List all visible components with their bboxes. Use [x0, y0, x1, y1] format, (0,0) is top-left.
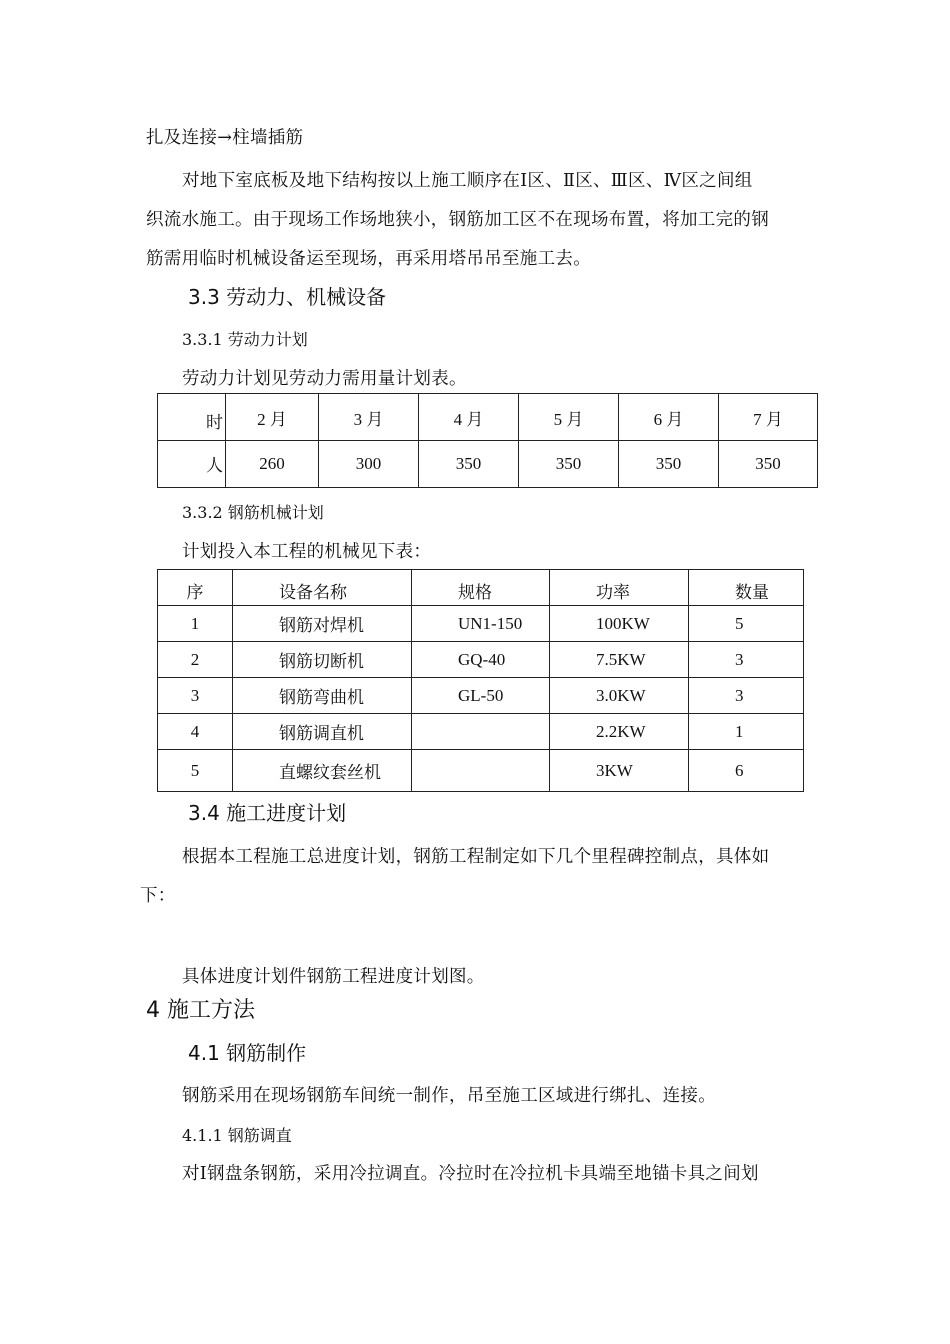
- section-heading-3-3: 3.3 劳动力、机械设备: [188, 285, 387, 309]
- table-cell: 3KW: [550, 750, 689, 792]
- table-cell: GL-50: [412, 678, 550, 714]
- section-heading-4-1: 4.1 钢筋制作: [188, 1041, 307, 1065]
- table-cell: 5: [158, 750, 233, 792]
- table-cell: 钢筋调直机: [233, 714, 412, 750]
- schedule-reference: 具体进度计划件钢筋工程进度计划图。: [182, 967, 485, 987]
- count-cell: 350: [519, 441, 619, 488]
- col-header: 数量: [689, 570, 804, 606]
- count-cell: 350: [419, 441, 519, 488]
- table-cell: 钢筋弯曲机: [233, 678, 412, 714]
- table-cell: [412, 750, 550, 792]
- labor-month-row: [158, 394, 818, 441]
- paragraph-line: 对Ⅰ钢盘条钢筋，采用冷拉调直。冷拉时在冷拉机卡具端至地锚卡具之间划: [182, 1164, 759, 1184]
- count-cell: 350: [719, 441, 818, 488]
- table-cell: 1: [158, 606, 233, 642]
- month-cell: 3 月: [319, 394, 419, 441]
- table-cell: 3: [689, 642, 804, 678]
- table-row: [158, 642, 804, 678]
- subsection-heading-4-1-1: 4.1.1 钢筋调直: [182, 1126, 292, 1145]
- table-row: [158, 714, 804, 750]
- row-header-people: 人: [158, 441, 226, 488]
- table-cell: 3: [158, 678, 233, 714]
- month-cell: 2 月: [226, 394, 319, 441]
- paragraph-line: 对地下室底板及地下结构按以上施工顺序在Ⅰ区、Ⅱ区、Ⅲ区、Ⅳ区之间组: [182, 171, 753, 191]
- table-cell: 5: [689, 606, 804, 642]
- chapter-heading-4: 4 施工方法: [146, 998, 255, 1023]
- labor-plan-table: [157, 393, 818, 488]
- table-cell: 3.0KW: [550, 678, 689, 714]
- intro-line: 扎及连接→柱墙插筋: [146, 128, 304, 148]
- paragraph-line: 钢筋采用在现场钢筋车间统一制作，吊至施工区域进行绑扎、连接。: [182, 1086, 716, 1106]
- table-cell: 钢筋对焊机: [233, 606, 412, 642]
- table-cell: 2: [158, 642, 233, 678]
- table-cell: 6: [689, 750, 804, 792]
- table-row: [158, 750, 804, 792]
- month-cell: 5 月: [519, 394, 619, 441]
- labor-count-row: [158, 441, 818, 488]
- col-header: 设备名称: [233, 570, 412, 606]
- table-row: [158, 678, 804, 714]
- section-heading-3-4: 3.4 施工进度计划: [188, 801, 347, 825]
- count-cell: 350: [619, 441, 719, 488]
- table-cell: 100KW: [550, 606, 689, 642]
- month-cell: 6 月: [619, 394, 719, 441]
- paragraph-line: 根据本工程施工总进度计划，钢筋工程制定如下几个里程碑控制点，具体如: [182, 847, 770, 867]
- row-header-time: 时: [158, 394, 226, 441]
- table-cell: UN1-150: [412, 606, 550, 642]
- count-cell: 260: [226, 441, 319, 488]
- table-cell: 2.2KW: [550, 714, 689, 750]
- col-header: 序: [158, 570, 233, 606]
- table-cell: 钢筋切断机: [233, 642, 412, 678]
- machine-header-row: [158, 570, 804, 606]
- table-cell: GQ-40: [412, 642, 550, 678]
- labor-intro: 劳动力计划见劳动力需用量计划表。: [182, 369, 467, 389]
- paragraph-line: 下：: [140, 886, 176, 906]
- col-header: 功率: [550, 570, 689, 606]
- table-cell: [412, 714, 550, 750]
- subsection-heading-3-3-1: 3.3.1 劳动力计划: [182, 330, 308, 349]
- month-cell: 7 月: [719, 394, 818, 441]
- paragraph-line: 筋需用临时机械设备运至现场，再采用塔吊吊至施工去。: [146, 249, 591, 269]
- subsection-heading-3-3-2: 3.3.2 钢筋机械计划: [182, 503, 324, 522]
- table-cell: 3: [689, 678, 804, 714]
- count-cell: 300: [319, 441, 419, 488]
- table-cell: 1: [689, 714, 804, 750]
- machine-plan-table: [157, 569, 804, 792]
- table-cell: 7.5KW: [550, 642, 689, 678]
- table-cell: 直螺纹套丝机: [233, 750, 412, 792]
- table-row: [158, 606, 804, 642]
- machine-intro: 计划投入本工程的机械见下表：: [182, 542, 432, 562]
- month-cell: 4 月: [419, 394, 519, 441]
- paragraph-line: 织流水施工。由于现场工作场地狭小，钢筋加工区不在现场布置，将加工完的钢: [146, 210, 769, 230]
- col-header: 规格: [412, 570, 550, 606]
- table-cell: 4: [158, 714, 233, 750]
